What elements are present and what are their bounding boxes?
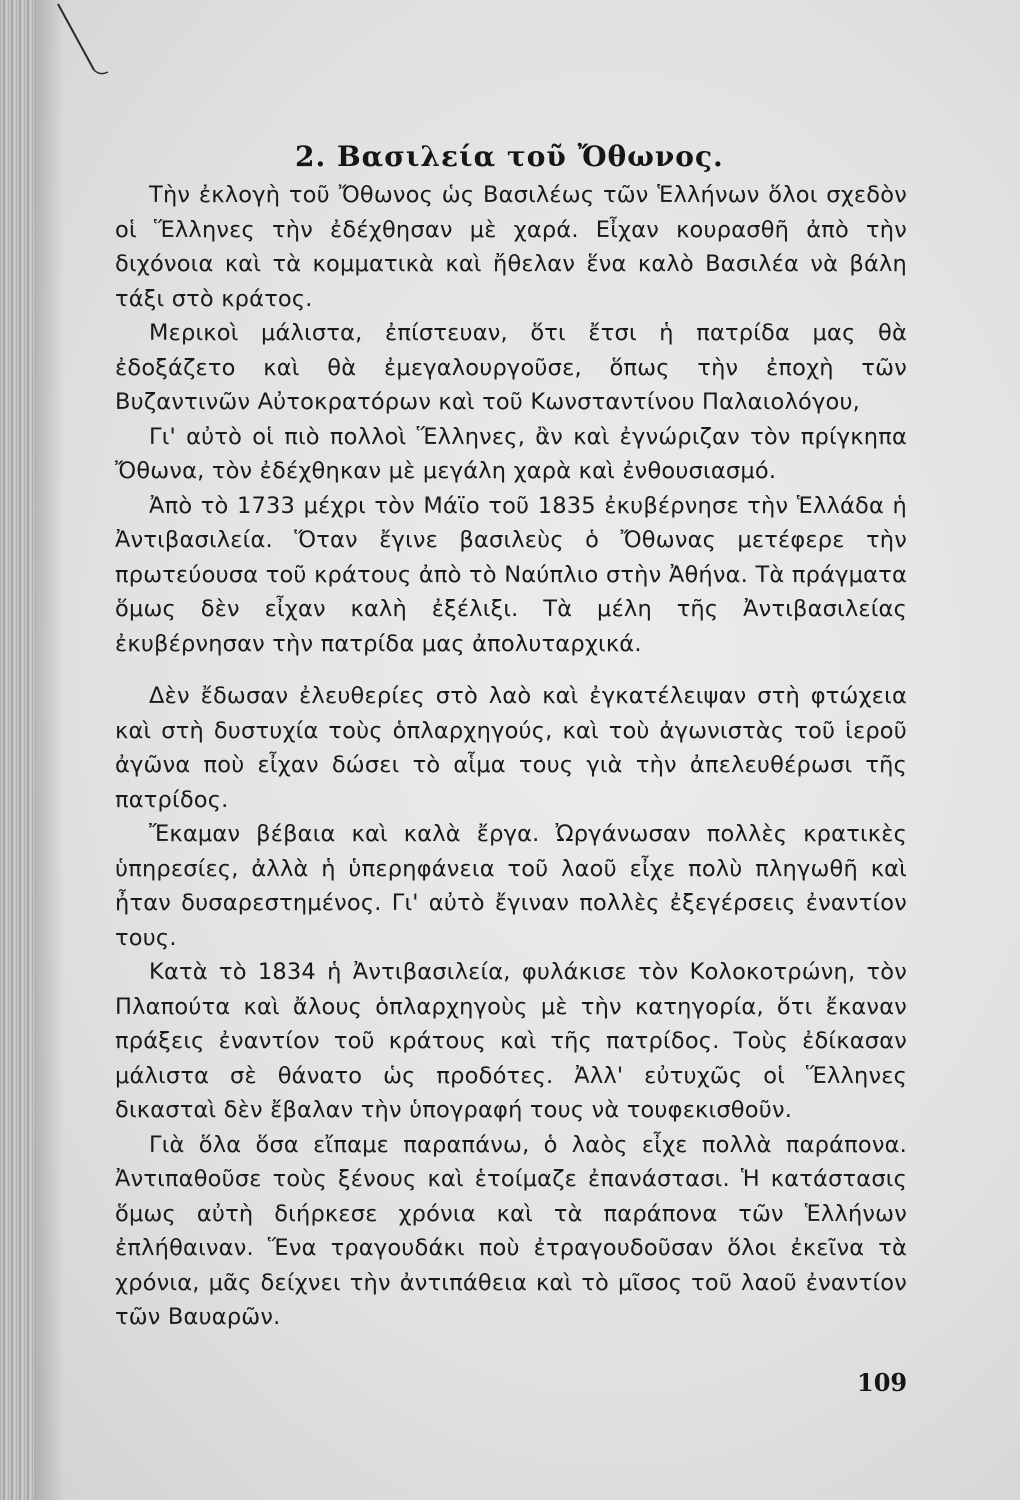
paragraph-5: Δὲν ἔδωσαν ἐλευθερίες στὸ λαὸ καὶ ἐγκατέλειψαν στὴ φτώχεια καὶ στὴ δυστυχία τοὺς ὁπλαρχηγούς, καὶ τοὺ ἀγωνιστὰς τοῦ ἱεροῦ ἀγῶνα ποὺ εἶχαν δώσει τὸ αἷμα τους γιὰ τὴν ἀπελευθέρωσι τῆς πατρίδος. — [115, 683, 907, 813]
body-text — [115, 178, 907, 1335]
paragraph-4: Ἀπὸ τὸ 1733 μέχρι τὸν Μάϊο τοῦ 1835 ἐκυβέρνησε τὴν Ἑλλάδα ἡ Ἀντιβασιλεία. Ὅταν ἔγινε βασιλεὺς ὁ Ὄθωνας μετέφερε τὴν πρωτεύουσα τοῦ κράτους ἀπὸ τὸ Ναύπλιο στὴν Ἀθήνα. Τὰ πράγματα ὅμως δὲν εἶχαν καλὴ ἐξέλιξι. Τὰ μέλη τῆς Ἀντιβασιλείας ἐκυβέρνησαν τὴν πατρίδα μας ἀπολυταρχικά. — [115, 492, 907, 657]
paragraph-3: Γι' αὐτὸ οἱ πιὸ πολλοὶ Ἕλληνες, ἂν καὶ ἐγνώριζαν τὸν πρίγκηπα Ὄθωνα, τὸν ἐδέχθηκαν μὲ μεγάλη χαρὰ καὶ ἐνθουσιασμό. — [115, 423, 907, 484]
section-title: 2. Βασιλεία τοῦ Ὄθωνος. — [295, 140, 724, 173]
page-number: 109 — [857, 1368, 908, 1397]
paragraph-6: Ἔκαμαν βέβαια καὶ καλὰ ἔργα. Ὠργάνωσαν πολλὲς κρατικὲς ὑπηρεσίες, ἀλλὰ ἡ ὑπερηφάνεια τοῦ λαοῦ εἶχε πολὺ πληγωθῆ καὶ ἦταν δυσαρεστημένος. Γι' αὐτὸ ἔγιναν πολλὲς ἐξεγέρσεις ἐναντίον τους. — [115, 821, 907, 951]
paragraph-8: Γιὰ ὅλα ὅσα εἴπαμε παραπάνω, ὁ λαὸς εἶχε πολλὰ παράπονα. Ἀντιπαθοῦσε τοὺς ξένους καὶ ἑτοίμαζε ἐπανάστασι. Ἡ κατάστασις ὅμως αὐτὴ διήρκεσε χρόνια καὶ τὰ παράπονα τῶν Ἑλλήνων ἐπλήθαιναν. Ἕνα τραγουδάκι ποὺ ἐτραγουδοῦσαν ὅλοι ἐκεῖνα τὰ χρόνια, μᾶς δείχνει τὴν ἀντιπάθεια καὶ τὸ μῖσος τοῦ λαοῦ ἐναντίον τῶν Βαυαρῶν. — [115, 1131, 907, 1330]
paragraph-1: Τὴν ἐκλογὴ τοῦ Ὄθωνος ὡς Βασιλέως τῶν Ἑλλήνων ὅλοι σχεδὸν οἱ Ἕλληνες τὴν ἐδέχθησαν μὲ χαρά. Εἶχαν κουρασθῆ ἀπὸ τὴν διχόνοια καὶ τὰ κομματικὰ καὶ ἤθελαν ἕνα καλὸ Βασιλέα νὰ βάλη τάξι στὸ κράτος. — [115, 182, 907, 312]
paragraph-2: Μερικοὶ μάλιστα, ἐπίστευαν, ὅτι ἔτσι ἡ πατρίδα μας θὰ ἐδοξάζετο καὶ θὰ ἐμεγαλουργοῦσε, ὅπως τὴν ἐποχὴ τῶν Βυζαντινῶν Αὐτοκρατόρων καὶ τοῦ Κωνσταντίνου Παλαιολόγου, — [115, 320, 907, 415]
corner-pen-mark — [50, 0, 110, 80]
binding-shadow — [34, 0, 64, 1500]
book-binding-edge — [0, 0, 34, 1500]
paragraph-7: Κατὰ τὸ 1834 ἡ Ἀντιβασιλεία, φυλάκισε τὸν Κολοκοτρώνη, τὸν Πλαπούτα καὶ ἄλους ὁπλαρχηγοὺς μὲ τὴν κατηγορία, ὅτι ἔκαναν πράξεις ἐναντίον τοῦ κράτους καὶ τῆς πατρίδος. Τοὺς ἐδίκασαν μάλιστα σὲ θάνατο ὡς προδότες. Ἀλλ' εὐτυχῶς οἱ Ἕλληνες δικασταὶ δὲν ἔβαλαν τὴν ὑπογραφή τους νὰ τουφεκισθοῦν. — [115, 959, 907, 1123]
